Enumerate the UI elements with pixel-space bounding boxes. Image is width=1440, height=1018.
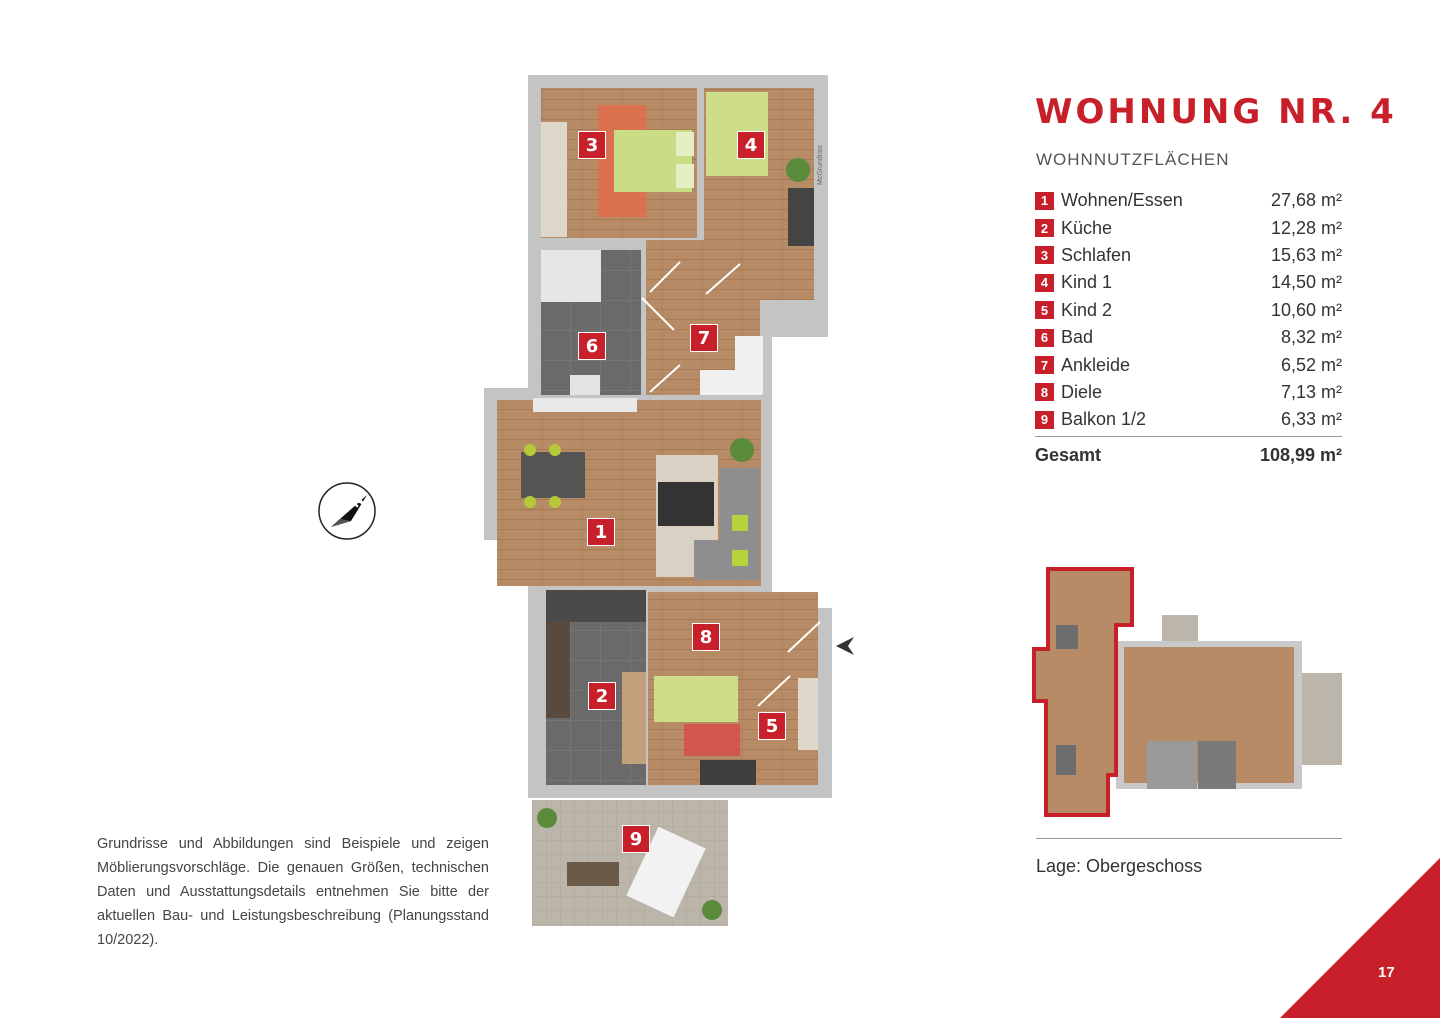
- area-row: [1035, 269, 1342, 296]
- room-badge-1: 1: [587, 518, 615, 546]
- area-row: [1035, 214, 1342, 241]
- apartment-title: WOHNUNG NR. 4: [1035, 92, 1397, 132]
- building-overview-map: [1032, 565, 1344, 820]
- area-row-label: Wohnen/Essen: [1061, 190, 1183, 211]
- area-table-heading: WOHNNUTZFLÄCHEN: [1036, 150, 1230, 169]
- area-row-number: 1: [1035, 192, 1054, 210]
- area-row-number: 2: [1035, 219, 1054, 237]
- area-table: [1035, 187, 1342, 468]
- room-badge-5: 5: [758, 712, 786, 740]
- room-badge-4: 4: [737, 131, 765, 159]
- area-row: [1035, 351, 1342, 378]
- area-row-number: 9: [1035, 411, 1054, 429]
- room-badge-3: 3: [578, 131, 606, 159]
- watermark: McGrundriss: [817, 145, 824, 185]
- area-row: [1035, 324, 1342, 351]
- area-row-label: Diele: [1061, 381, 1103, 402]
- location-label: Lage: Obergeschoss: [1036, 856, 1203, 876]
- area-row: [1035, 297, 1342, 324]
- room-badge-7: 7: [690, 324, 718, 352]
- area-row-value: 7,13 m²: [1280, 381, 1342, 402]
- area-row: [1035, 406, 1342, 433]
- area-row: [1035, 187, 1342, 214]
- area-row-number: 5: [1035, 301, 1054, 319]
- area-total-value: 108,99 m²: [1259, 444, 1342, 465]
- area-row-number: 8: [1035, 383, 1054, 401]
- area-total-label: Gesamt: [1035, 444, 1102, 465]
- disclaimer-text: Grundrisse und Abbildungen sind Beispiele und zeigen Möblierungsvorschläge. Die genauen Größen, technischen Daten und Ausstattungsdetails entnehmen Sie bitte der aktuellen Bau- und Leistungsbeschreibung (Planungsstand 10/2022).: [97, 836, 489, 948]
- area-row-number: 6: [1035, 329, 1054, 347]
- area-row: [1035, 242, 1342, 269]
- room-badge-8: 8: [692, 623, 720, 651]
- area-row-label: Bad: [1061, 327, 1094, 348]
- room-badge-2: 2: [588, 682, 616, 710]
- area-row-label: Schlafen: [1061, 244, 1132, 265]
- area-row: [1035, 379, 1342, 406]
- north-compass-icon: [317, 481, 377, 541]
- area-row-label: Kind 2: [1061, 299, 1113, 320]
- room-diele-floor: [648, 592, 818, 672]
- area-row-value: 14,50 m²: [1270, 272, 1342, 293]
- room-badge-9: 9: [622, 825, 650, 853]
- area-row-number: 3: [1035, 246, 1054, 264]
- area-row-label: Küche: [1061, 217, 1113, 238]
- area-row-label: Balkon 1/2: [1061, 409, 1147, 430]
- area-row-value: 8,32 m²: [1280, 327, 1342, 348]
- area-row-value: 12,28 m²: [1270, 217, 1342, 238]
- area-row-value: 27,68 m²: [1270, 190, 1342, 211]
- area-row-label: Ankleide: [1061, 354, 1131, 375]
- area-total-row: [1035, 436, 1342, 468]
- area-row-value: 10,60 m²: [1270, 299, 1342, 320]
- area-row-value: 6,33 m²: [1280, 409, 1342, 430]
- area-row-label: Kind 1: [1061, 272, 1113, 293]
- area-row-value: 15,63 m²: [1270, 244, 1342, 265]
- room-badge-6: 6: [578, 332, 606, 360]
- entrance-arrow-icon: [834, 635, 856, 657]
- area-row-number: 4: [1035, 274, 1054, 292]
- page-number: 17: [1378, 964, 1395, 981]
- svg-text:N: N: [348, 492, 367, 512]
- floor-plan: [480, 72, 865, 932]
- overview-divider: [1036, 838, 1342, 839]
- area-row-number: 7: [1035, 356, 1054, 374]
- area-row-value: 6,52 m²: [1280, 354, 1342, 375]
- red-corner-decoration: [1280, 858, 1440, 1018]
